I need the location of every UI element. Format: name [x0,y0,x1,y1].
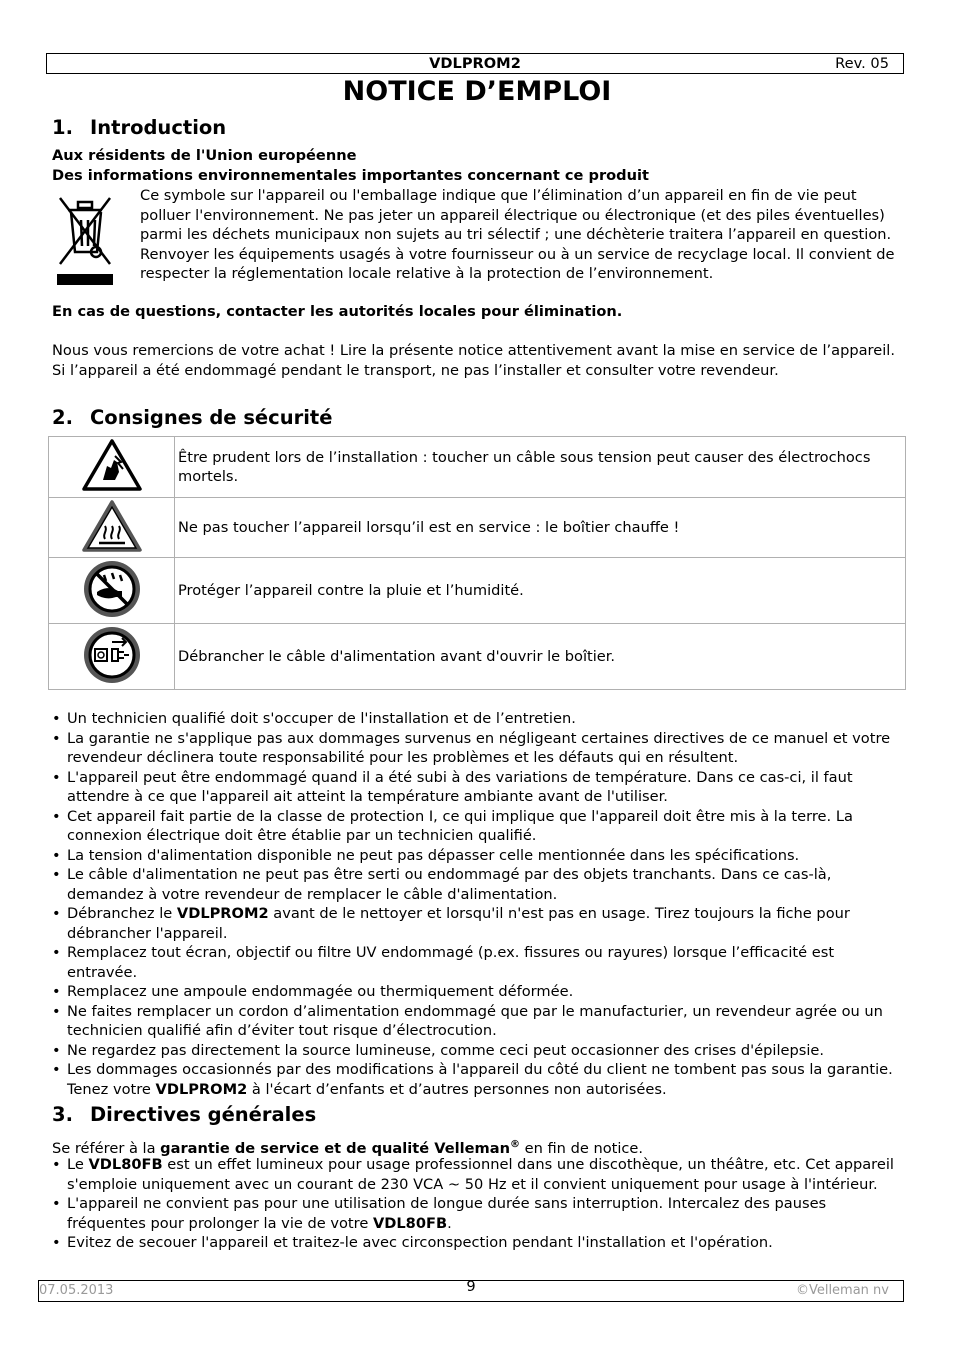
safety-table [48,436,906,690]
text: . [447,1214,452,1232]
section-2-heading [52,405,332,431]
safety-text-cell: Protéger l’appareil contre la pluie et l’humidité. [175,558,906,624]
section-title: Directives générales [90,1103,317,1126]
page-number: 9 [466,1278,476,1295]
list-item [52,1155,904,1194]
footer-copyright: ©Velleman nv [795,1283,889,1298]
environment-info-line: Des informations environnementales importantes concernant ce produit [52,167,649,184]
list-item [52,904,904,943]
safety-row [49,498,906,558]
registered-mark: ® [509,1139,520,1150]
safety-bullet-list [52,709,904,1099]
section-3-heading [52,1102,316,1128]
section-title: Consignes de sécurité [90,406,333,429]
list-item: • Remplacez une ampoule endommagée ou thermiquement déformée. [52,982,904,1002]
protect-from-rain-icon [82,559,142,619]
list-item: • Evitez de secouer l'appareil et traitez-le avec circonspection pendant l'installation et l'opération. [52,1233,904,1253]
section-title: Introduction [90,116,227,139]
eu-residents-line: Aux résidents de l'Union européenne [52,147,357,164]
text: Le [67,1156,89,1173]
list-item: • Ne regardez pas directement la source lumineuse, comme ceci peut occasionner des crises d'épilepsie. [52,1041,904,1061]
list-item: • La garantie ne s'applique pas aux dommages survenus en négligeant certaines directives de ce manuel et votre revendeur déclinera toute responsabilité pour les problèmes et les défauts qui en résultent. [52,729,904,768]
model-name: VDLPROM2 [155,1080,248,1098]
text: Se référer à la [52,1139,161,1157]
thanks-paragraph: Nous vous remercions de votre achat ! Lire la présente notice attentivement avant la mise en service de l’appareil. Si l’appareil a été endommagé pendant le transport, ne pas l’installer et consulter votre revendeur. [52,342,895,379]
list-item [52,1060,904,1099]
text: Les dommages occasionnés par des modifications à l'appareil du côté du client ne tombent pas sous la garantie. Tenez votre [67,1061,893,1098]
safety-row [49,437,906,498]
safety-icon-cell [49,624,175,690]
safety-row [49,624,906,690]
section-number: 3. [52,1103,73,1126]
hot-surface-warning-icon [81,499,143,553]
safety-row [49,558,906,624]
model-name: VDLPROM2 [429,55,521,72]
text: Débranchez le [67,905,177,922]
list-item: • Le câble d'alimentation ne peut pas être serti ou endommagé par des objets tranchants. Dans ce cas-là, demandez à votre revendeur de remplacer le câble d'alimentation. [52,865,904,904]
list-item: • Remplacez tout écran, objectif ou filtre UV endommagé (p.ex. fissures ou rayures) lorsque l’efficacité est entravée. [52,943,904,982]
model-name: VDLPROM2 [176,905,269,922]
page-header [46,53,904,74]
list-item: • Ne faites remplacer un cordon d’alimentation endommagé que par le manufacturier, un revendeur agrée ou un technicien qualifié afin d’éviter tout risque d’électrocution. [52,1002,904,1041]
warranty-name: garantie de service et de qualité Velleman [160,1139,510,1157]
electric-shock-warning-icon [81,438,143,492]
weee-text: Ce symbole sur l'appareil ou l'emballage indique que l’élimination d’un appareil en fin de vie peut polluer l'environnement. Ne pas jeter un appareil électrique ou électronique (et des piles éventuelles) parmi les déchets municipaux non sujets au tri sélectif ; une déchèterie traitera l’appareil en question. Renvoyer les équipements usagés à votre fournisseur ou à un service de recyclage local. Il convient de respecter la réglementation locale relative à la protection de l’environnement. [140,187,895,282]
section-number: 2. [52,406,73,429]
revision-label: Rev. 05 [835,55,889,72]
model-name: VDL80FB [372,1214,448,1232]
safety-icon-cell [49,498,175,558]
section-number: 1. [52,116,73,139]
safety-text-cell: Être prudent lors de l’installation : toucher un câble sous tension peut causer des électrochocs mortels. [175,437,906,498]
unplug-before-opening-icon [82,625,142,685]
list-item [52,1194,904,1233]
safety-icon-cell [49,558,175,624]
text: avant de le nettoyer et lorsqu'il n'est pas en usage. Tirez toujours la fiche pour débrancher l'appareil. [67,905,850,942]
text: à l'écart d’enfants et d’autres personnes non autorisées. [247,1080,667,1098]
general-bullet-list [52,1155,904,1253]
footer-date: 07.05.2013 [39,1283,114,1298]
model-name: VDL80FB [88,1156,163,1173]
list-item: • Cet appareil fait partie de la classe de protection I, ce qui implique que l'appareil doit être mis à la terre. La connexion électrique doit être établie par un technicien qualifié. [52,807,904,846]
list-item: • La tension d'alimentation disponible ne peut pas dépasser celle mentionnée dans les spécifications. [52,846,904,866]
safety-text-cell: Débrancher le câble d'alimentation avant d'ouvrir le boîtier. [175,624,906,690]
safety-icon-cell [49,437,175,498]
contact-authorities-line: En cas de questions, contacter les autorités locales pour élimination. [52,303,623,320]
list-item: • L'appareil peut être endommagé quand il a été subi à des variations de température. Dans ce cas-ci, il faut attendre à ce que l'appareil ait atteint la température ambiante avant de l'utiliser. [52,768,904,807]
section-1-heading [52,115,226,141]
text: en fin de notice. [519,1139,644,1157]
text: est un effet lumineux pour usage professionnel dans une discothèque, un théâtre, etc. Cet appareil s'emploie uniquement avec un courant de 230 VCA ~ 50 Hz et il convient uniquement pour usage à l'intérieur. [67,1156,894,1193]
page-footer [38,1280,904,1302]
list-item: • Un technicien qualifié doit s'occuper de l'installation et de l’entretien. [52,709,904,729]
crossed-out-bin-icon [54,190,114,288]
page-title: NOTICE D’EMPLOI [342,76,612,107]
text: L'appareil ne convient pas pour une utilisation de longue durée sans interruption. Intercalez des pauses fréquentes pour prolonger la vie de votre [67,1195,827,1232]
safety-text-cell: Ne pas toucher l’appareil lorsqu’il est en service : le boîtier chauffe ! [175,498,906,558]
